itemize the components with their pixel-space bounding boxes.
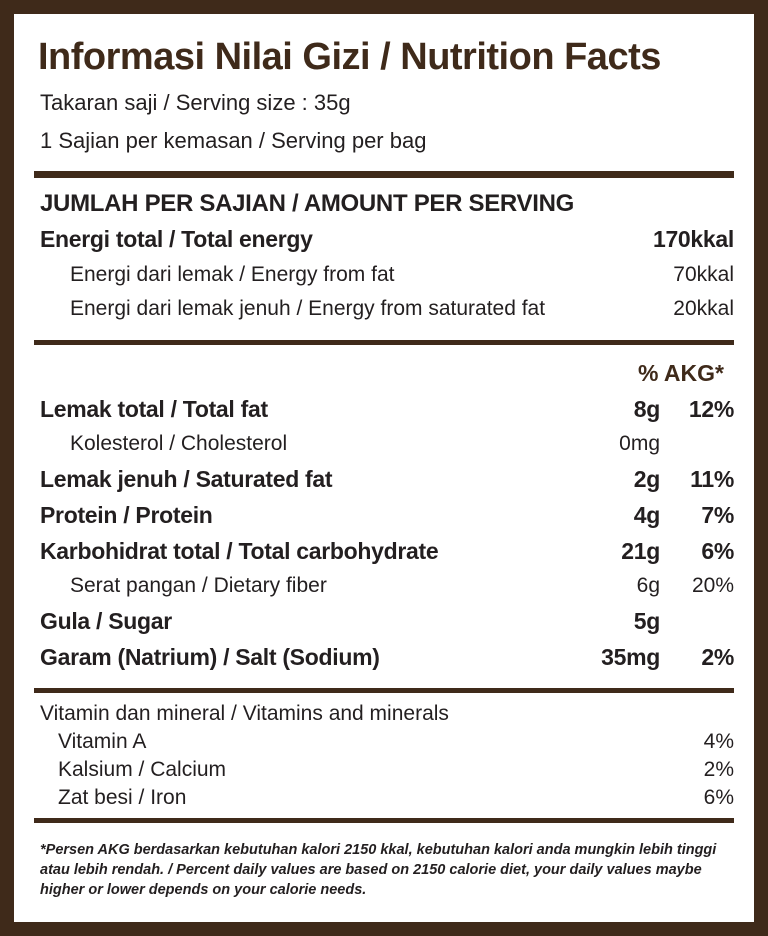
nutrient-row: [0, 502, 768, 534]
vitamin-label: Vitamin A: [58, 730, 147, 753]
vitamin-label: Zat besi / Iron: [58, 786, 187, 809]
divider-nutrients: [34, 688, 734, 693]
nutrient-label: Serat pangan / Dietary fiber: [70, 574, 327, 597]
nutrient-row: [0, 432, 768, 464]
nutrient-pct: 11%: [690, 466, 734, 492]
divider-vitamins: [34, 818, 734, 823]
nutrient-pct: 7%: [701, 502, 734, 528]
label-title: Informasi Nilai Gizi / Nutrition Facts: [38, 36, 661, 78]
vitamins-heading: Vitamin dan mineral / Vitamins and minerals: [40, 702, 449, 725]
energy-value: 20kkal: [673, 297, 734, 320]
nutrient-label: Garam (Natrium) / Salt (Sodium): [40, 644, 380, 670]
divider-top: [34, 171, 734, 178]
amount-heading: JUMLAH PER SAJIAN / AMOUNT PER SERVING: [40, 190, 575, 217]
nutrient-pct: 2%: [701, 644, 734, 670]
nutrient-row: [0, 574, 768, 606]
nutrient-amount: 5g: [633, 608, 660, 634]
nutrient-label: Lemak total / Total fat: [40, 396, 268, 422]
nutrient-amount: 35mg: [601, 644, 660, 670]
nutrient-label: Lemak jenuh / Saturated fat: [40, 466, 333, 492]
energy-label: Energi total / Total energy: [40, 226, 313, 252]
nutrient-amount: 4g: [633, 502, 660, 528]
vitamin-value: 6%: [703, 786, 734, 809]
nutrient-row: [0, 538, 768, 570]
nutrient-label: Protein / Protein: [40, 502, 213, 528]
divider-energy: [34, 340, 734, 345]
nutrient-pct: 12%: [688, 396, 734, 422]
akg-header: % AKG*: [637, 360, 724, 386]
vitamin-value: 2%: [703, 758, 734, 781]
serving-size: Takaran saji / Serving size : 35g: [40, 90, 351, 115]
vitamin-row: [0, 786, 768, 814]
vitamin-value: 4%: [703, 730, 734, 753]
nutrient-amount: 0mg: [619, 432, 660, 455]
energy-row-fat: [0, 263, 768, 295]
nutrient-row: [0, 608, 768, 640]
nutrient-amount: 21g: [621, 538, 660, 564]
energy-row-total: [0, 226, 768, 258]
energy-value: 170kkal: [652, 226, 734, 252]
footnote: *Persen AKG berdasarkan kebutuhan kalori 2150 kkal, kebutuhan kalori anda mungkin lebih tinggi atau lebih rendah. / Percent daily values are based on 2150 calorie diet, your daily values maybe higher or lower depends on your calorie needs.: [40, 842, 717, 898]
nutrient-label: Kolesterol / Cholesterol: [70, 432, 288, 455]
nutrient-label: Gula / Sugar: [40, 608, 172, 634]
nutrient-amount: 2g: [633, 466, 660, 492]
vitamin-row: [0, 730, 768, 758]
energy-row-satfat: [0, 297, 768, 329]
nutrient-label: Karbohidrat total / Total carbohydrate: [40, 538, 439, 564]
nutrient-row: [0, 396, 768, 428]
nutrient-pct: 6%: [701, 538, 734, 564]
vitamin-row: [0, 758, 768, 786]
nutrient-amount: 8g: [633, 396, 660, 422]
vitamin-label: Kalsium / Calcium: [58, 758, 227, 781]
energy-label: Energi dari lemak / Energy from fat: [70, 263, 395, 286]
nutrient-row: [0, 466, 768, 498]
nutrient-amount: 6g: [636, 574, 660, 597]
nutrient-pct: 20%: [691, 574, 734, 597]
servings-per-pack: 1 Sajian per kemasan / Serving per bag: [40, 128, 427, 153]
nutrient-row: [0, 644, 768, 676]
energy-label: Energi dari lemak jenuh / Energy from saturated fat: [70, 297, 546, 320]
energy-value: 70kkal: [673, 263, 734, 286]
